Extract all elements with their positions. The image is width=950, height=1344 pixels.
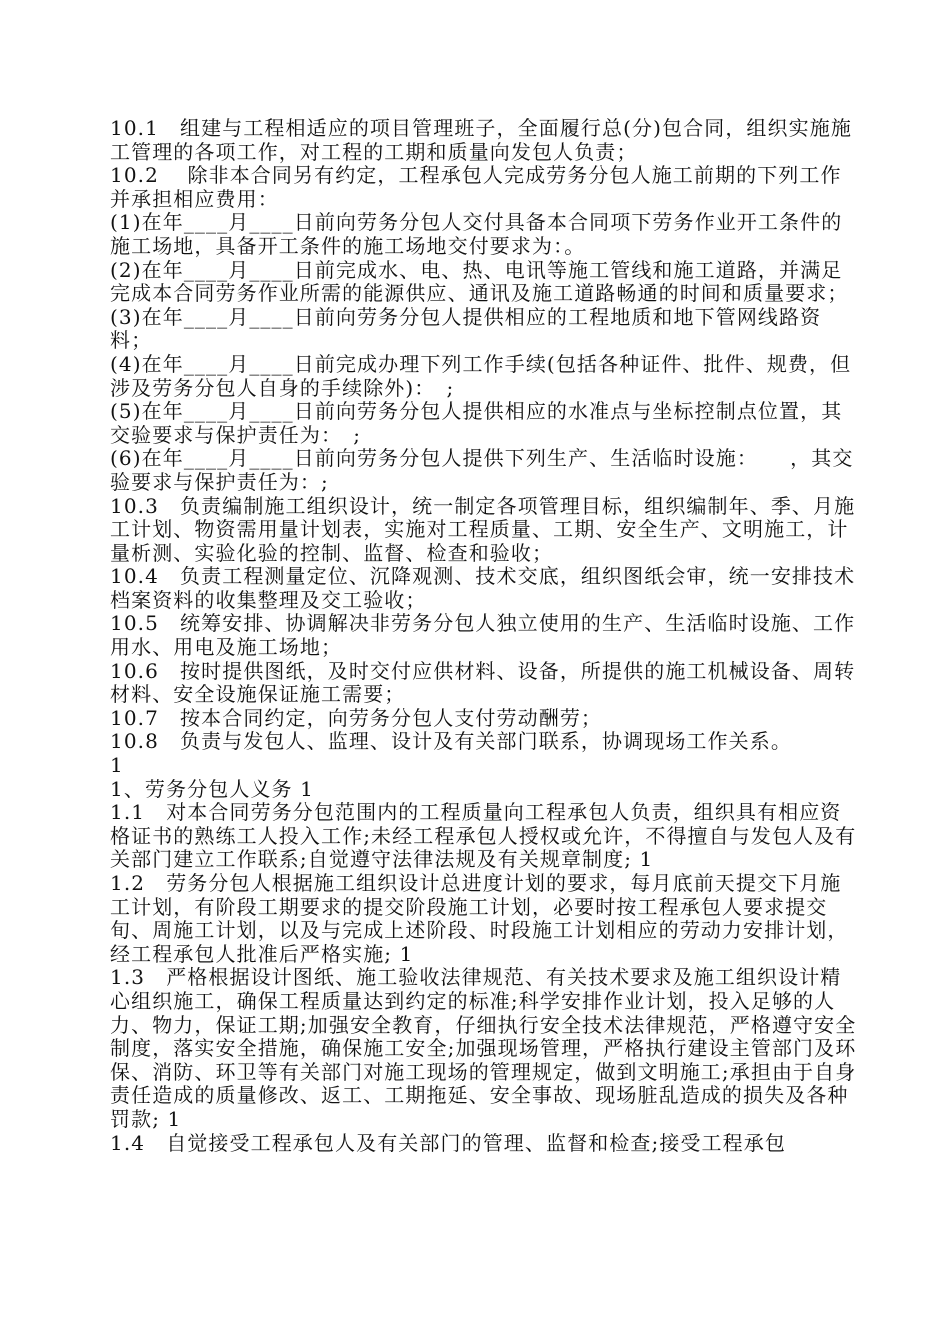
paragraph-10-5: 10.5 统筹安排、协调解决非劳务分包人独立使用的生产、生活临时设施、工作用水、用电及施工场地； — [110, 611, 856, 660]
paragraph-1-1: 1.1 对本合同劳务分包范围内的工程质量向工程承包人负责，组织具有相应资格证书的熟练工人投入工作;未经工程承包人授权或允许，不得擅自与发包人及有关部门建立工作联系;自觉遵守法律法规及有关规章制度; 1 — [110, 800, 857, 872]
paragraph-10-2-item-1: (1)在年____月____日前向劳务分包人交付具备本合同项下劳务作业开工条件的施工场地，具备开工条件的施工场地交付要求为：。 — [110, 210, 843, 258]
paragraph-10-2-item-3: (3)在年____月____日前向劳务分包人提供相应的工程地质和地下管网线路资料； — [110, 304, 822, 353]
paragraph-10-2: 10.2 除非本合同另有约定，工程承包人完成劳务分包人施工前期的下列工作并承担相应费用： — [110, 163, 842, 211]
paragraph-10-2-item-2: (2)在年____月____日前完成水、电、热、电讯等施工管线和施工道路，并满足完成本合同劳务作业所需的能源供应、通讯及施工道路畅通的时间和质量要求； — [110, 257, 849, 306]
section-heading-subcontractor-duties: 1、劳务分包人义务 1 — [110, 776, 314, 801]
document-body — [110, 117, 858, 1155]
paragraph-10-2-item-4: (4)在年____月____日前完成办理下列工作手续(包括各种证件、批件、规费，但涉及劳务分包人自身的手续除外)： ; — [110, 351, 852, 400]
paragraph-10-6: 10.6 按时提供图纸，及时交付应供材料、设备，所提供的施工机械设备、周转材料、安全设施保证施工需要； — [110, 658, 856, 707]
paragraph-10-2-item-6: (6)在年____月____日前向劳务分包人提供下列生产、生活临时设施： ，其交验要求与保护责任为：; — [110, 446, 854, 494]
paragraph-10-7: 10.7 按本合同约定，向劳务分包人支付劳动酬劳； — [110, 705, 603, 730]
paragraph-10-1: 10.1 组建与工程相适应的项目管理班子，全面履行总(分)包合同，组织实施施工管理的各项工作，对工程的工期和质量向发包人负责； — [110, 116, 852, 164]
paragraph-10-2-item-5: (5)在年____月____日前向劳务分包人提供相应的水准点与坐标控制点位置，其交验要求与保护责任为： ; — [110, 399, 843, 447]
paragraph-10-3: 10.3 负责编制施工组织设计，统一制定各项管理目标，组织编制年、季、月施工计划、物资需用量计划表，实施对工程质量、工期、安全生产、文明施工，计量析测、实验化验的控制、监督、检查和验收； — [110, 493, 856, 565]
paragraph-page-marker: 1 — [110, 753, 124, 778]
paragraph-1-2: 1.2 劳务分包人根据施工组织设计总进度计划的要求，每月底前天提交下月施工计划，有阶段工期要求的提交阶段施工计划，必要时按工程承包人要求提交旬、周施工计划，以及与完成上述阶段、时段施工计划相应的劳动力安排计划，经工程承包人批准后严格实施; 1 — [110, 871, 849, 966]
paragraph-10-4: 10.4 负责工程测量定位、沉降观测、技术交底，组织图纸会审，统一安排技术档案资料的收集整理及交工验收； — [110, 564, 856, 612]
paragraph-10-8: 10.8 负责与发包人、监理、设计及有关部门联系，协调现场工作关系。 — [110, 729, 792, 754]
paragraph-1-3: 1.3 严格根据设计图纸、施工验收法律规范、有关技术要求及施工组织设计精心组织施工，确保工程质量达到约定的标准;科学安排作业计划，投入足够的人力、物力，保证工期;加强安全教育，仔细执行安全技术法律规范，严格遵守安全制度，落实安全措施，确保施工安全;加强现场管理，严格执行建设主管部门及环保、消防、环卫等有关部门对施工现场的管理规定，做到文明施工;承担由于自身责任造成的质量修改、返工、工期拖延、安全事故、现场脏乱造成的损失及各种罚款; 1 — [110, 965, 857, 1131]
paragraph-1-4: 1.4 自觉接受工程承包人及有关部门的管理、监督和检查;接受工程承包 — [110, 1130, 786, 1155]
